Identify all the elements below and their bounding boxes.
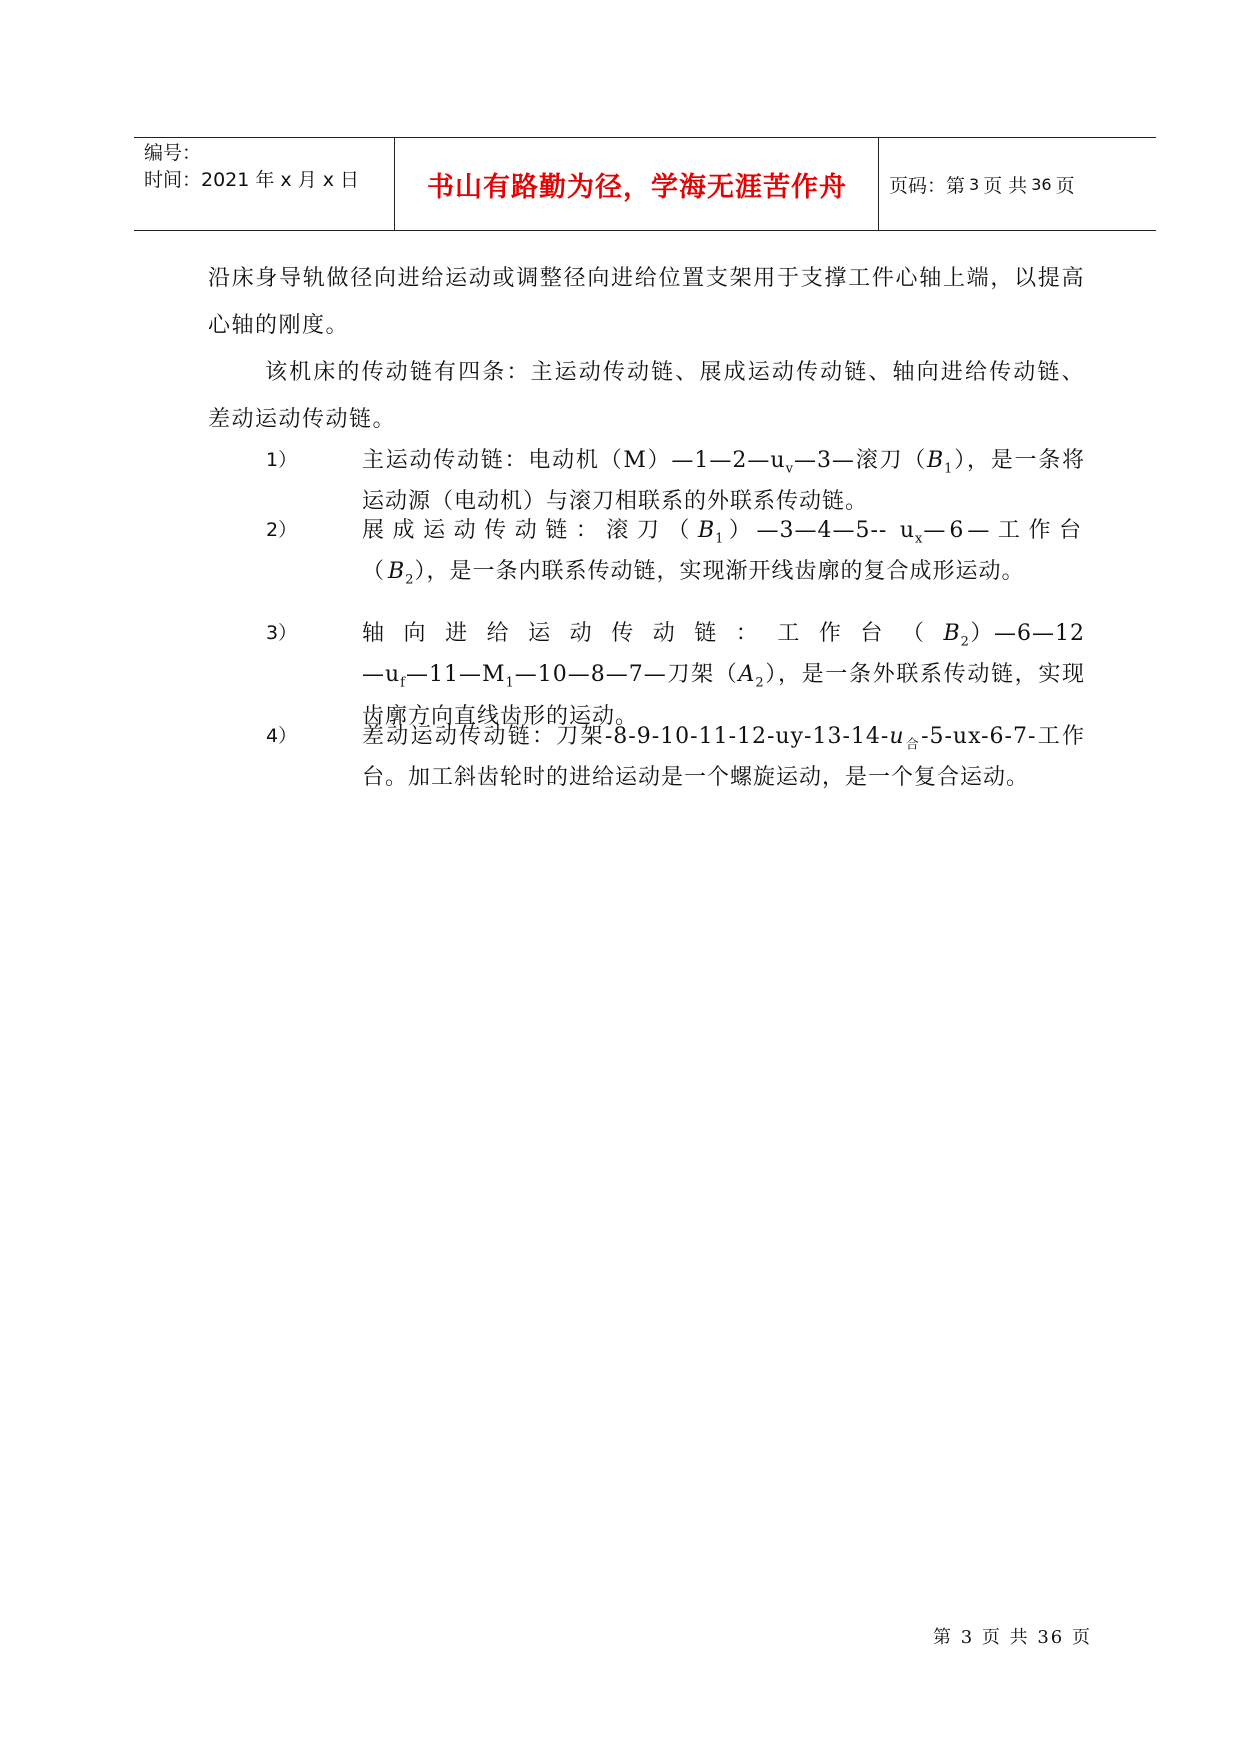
page-prefix: 页码：第 [889,174,966,197]
paragraph: 该机床的传动链有四条：主运动传动链、展成运动传动链、轴向进给传动链、差动运动传动链。 [208,360,1085,432]
list-text: 展成运动传动链：滚刀$(B_1)—3—4—5--$ $u_x—6—$工作台$(B_2)$，是一条内联系传动链，实现渐开线齿廓的复合成形运动。 [362,518,1085,588]
page-suffix: 页 [1055,174,1075,197]
page-footer: 第 3 页 共 36 页 [933,1627,1092,1648]
list-number: 3） [266,622,298,644]
page-current: 3 [969,174,980,194]
time-label: 时间：2021 年 x 月 x 日 [144,169,360,191]
list-text: 轴向进给运动传动链：工作台$(B_2)—6—12—u_f—11—M_1—10—8—7—$刀架$(A_2)$，是一条外联系传动链，实现齿廓方向直线齿形的运动。 [362,621,1085,729]
header-page-info [889,138,1075,230]
list-number: 1） [266,449,298,471]
number-label: 编号： [144,142,202,164]
header-divider [878,138,879,230]
paragraph: 沿床身导轨做径向进给运动或调整径向进给位置支架用于支撑工件心轴上端，以提高心轴的刚度。 [208,266,1085,338]
page-mid: 页 共 [983,174,1028,197]
header-divider [394,138,395,230]
list-number: 2） [266,519,298,541]
list-text: 主运动传动链：电动机$(M)—1—2—u_v—3—$滚刀$(B_1)$，是一条将运动源（电动机）与滚刀相联系的外联系传动链。 [362,448,1085,515]
list-number: 4） [266,725,298,747]
page-total: 36 [1031,174,1052,194]
header-table [134,137,1156,231]
header-motto: 书山有路勤为径，学海无涯苦作舟 [427,171,847,203]
list-text: 差动运动传动链：刀架$-8-9-10-11-12-uy-13-14-u_合-5-ux-6-7-$工作台。加工斜齿轮时的进给运动是一个螺旋运动，是一个复合运动。 [362,724,1085,791]
